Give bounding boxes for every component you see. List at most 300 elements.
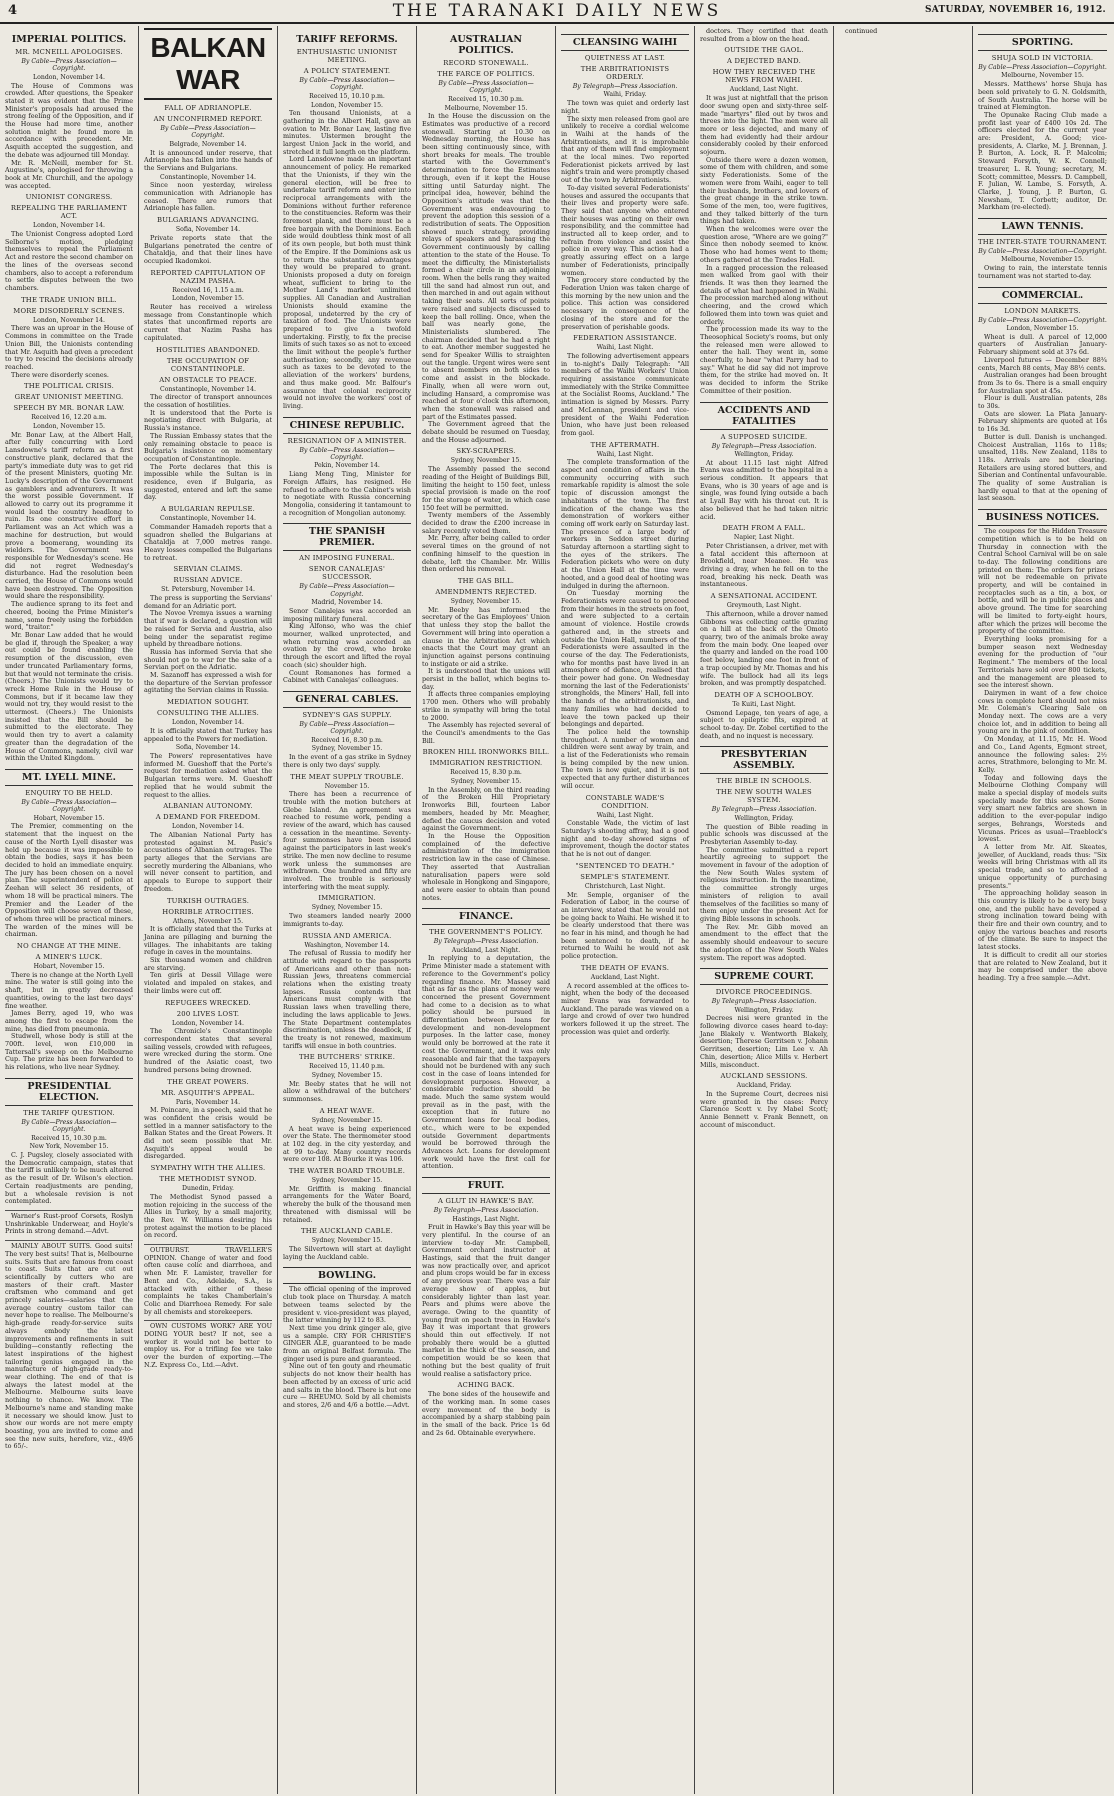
article-byline: By Telegraph—Press Association. bbox=[711, 442, 817, 450]
article-paragraph: In the Assembly, on the third reading of the Broken Hill Proprietary Ironworks Bill, fourteen Labor members, headed by Mr. Meagher, defied the caucus decision and voted against the Government. bbox=[422, 785, 550, 833]
article-subheading: SYMPATHY WITH THE ALLIES. bbox=[150, 1164, 266, 1173]
article-subheading: ENQUIRY TO BE HELD. bbox=[25, 788, 113, 797]
article-paragraph: Decrees nisi were granted in the following divorce cases heard to-day: Jane Blakely v. Wentworth Blakely, desertion; Therese Gerritsen v. Johann Gerritsen, desertion; Lim Lee v. Ah Chin, desertion; Alice Mills v. Herbert Mills, misconduct. bbox=[700, 1014, 828, 1069]
article-paragraph: It affects three companies employing 1700 men. Others who will probably strike in sympathy will bring the total to 2000. bbox=[422, 690, 550, 722]
article-dateline: London, November 15. bbox=[172, 295, 244, 303]
article-dateline: Received 16, 12.20 a.m. bbox=[31, 414, 107, 422]
article-byline: By Telegraph—Press Association. bbox=[572, 83, 678, 90]
article-byline: By Cable—Press Association—Copyright. bbox=[299, 720, 395, 736]
article-dateline: London, November 14. bbox=[172, 823, 244, 831]
article-dateline: Sydney, November 15. bbox=[311, 1072, 383, 1080]
article-byline: By Telegraph—Press Association. bbox=[711, 998, 817, 1006]
article-dateline: Sydney, November 15. bbox=[311, 1237, 383, 1245]
article-dateline: Melbourne, November 15. bbox=[1001, 72, 1084, 80]
article-paragraph: At about 11.15 last night Alfred Evans was admitted to the hospital in a serious condition. It appears that Evans, who is 30 years of age and is single, was found lying outside a bach at Lyall Bay with his throat cut. It is also believed that he had taken nitric acid. bbox=[700, 458, 828, 521]
article-dateline: Constantinople, November 14. bbox=[159, 385, 257, 393]
article-dateline: Sydney, November 15. bbox=[311, 1177, 383, 1185]
article-subheading: MORE DISORDERLY SCENES. bbox=[13, 306, 125, 315]
column-1 bbox=[0, 26, 139, 1794]
article-paragraph: The Silvertown will start at daylight laying the Auckland cable. bbox=[283, 1245, 411, 1261]
article-paragraph: The director of transport announces the cessation of hostilities. bbox=[144, 393, 272, 409]
article-headline: LAWN TENNIS. bbox=[978, 218, 1107, 235]
article-subheading: A SUPPOSED SUICIDE. bbox=[720, 432, 808, 441]
article-dateline: Melbourne, November 15. bbox=[444, 104, 528, 112]
article-subheading: ALBANIAN AUTONOMY. bbox=[163, 802, 253, 811]
article-dateline: Madrid, November 14. bbox=[311, 599, 383, 607]
article-paragraph: To-day visited several Federationists' houses and assured the occupants that their lives and property were safe. They said that anyone who entered their houses was acting on their own responsibility, and the committee had instructed all to keep order, and to refrain from violence and assist the police in every way. This action had a greatly assuring effect on a large number of Federationists, principally women. bbox=[561, 183, 689, 277]
article-headline: PRESIDENTIAL ELECTION. bbox=[5, 1078, 133, 1106]
article-subheading: THE METHODIST SYNOD. bbox=[159, 1175, 257, 1184]
article-subheading: RESIGNATION OF A MINISTER. bbox=[287, 436, 407, 445]
column-2 bbox=[139, 26, 278, 1794]
article-dateline: November 15. bbox=[324, 782, 370, 790]
article-paragraph: M. Poincare, in a speech, said that he was confident the crisis would be settled in a manner satisfactory to the Balkan States and the Great Powers. It did not seem possible that Mr. Asquith's appeal would be disregarded. bbox=[144, 1106, 272, 1161]
article-dateline: London, November 14. bbox=[33, 316, 105, 324]
article-headline: MT. LYELL MINE. bbox=[5, 769, 133, 786]
article-subheading: DEATH OF A SCHOOLBOY. bbox=[714, 690, 814, 699]
article-headline: TARIFF REFORMS. bbox=[296, 34, 398, 45]
article-paragraph: The Porte declares that this is impossible while the Sultan is in residence, even if Bulgaria, as suggested, entered and left the same day. bbox=[144, 462, 272, 502]
article-dateline: London, November 14. bbox=[172, 1019, 244, 1027]
article-dateline: Sydney, November 15. bbox=[311, 1116, 383, 1124]
article-paragraph: In the Supreme Court, decrees nisi were granted in the cases: Percy Clarence Scott v. Ivy Mabel Scott; Annie Bennett v. Frank Bennett, on account of misconduct. bbox=[700, 1089, 828, 1129]
article-paragraph: Private reports state that the Bulgarians penetrated the centre of Chataldja, and that their lines have occupied Ikadomkoi. bbox=[144, 233, 272, 265]
article-subheading: AN OBSTACLE TO PEACE. bbox=[159, 375, 257, 384]
article-paragraph: continued bbox=[845, 27, 878, 35]
article-subheading: DIVORCE PROCEEDINGS. bbox=[715, 988, 813, 997]
article-byline: By Cable—Press Association—Copyright. bbox=[978, 64, 1107, 71]
article-dateline: Constantinople, November 14. bbox=[159, 173, 257, 181]
article-dateline: Waihi, Last Night. bbox=[596, 450, 654, 458]
article-subheading: SKY-SCRAPERS. bbox=[456, 447, 516, 456]
masthead bbox=[0, 0, 1114, 24]
article-dateline: Waihi, Last Night. bbox=[596, 344, 654, 352]
article-dateline: Wellington, Friday. bbox=[734, 814, 794, 822]
article-dateline: London, November 14. bbox=[33, 73, 105, 81]
article-paragraph: It is understood that the Porte is negotiating direct with Bulgaria, at Russia's instance. bbox=[144, 408, 272, 433]
article-paragraph: Oats are slower. La Plata January-February shipments are quoted at 16s to 16s 3d. bbox=[978, 409, 1107, 434]
article-subheading: REPEALING THE PARLIAMENT ACT. bbox=[10, 204, 128, 221]
advertisement: OWN CUSTOMS WORK? ARE YOU DOING YOUR best? If not, see a worker it would not be better to employ us. For a trifling fee we take over the burden of exporting.—The N.Z. Express Co., Ltd.—Advt. bbox=[144, 1322, 272, 1369]
article-paragraph: The House of Commons was crowded. After questions, the Speaker stated it was evident that the Prime Minister's proposals had aroused the strong feeling of the Opposition, and if the House had more time, another solution might be found more in accordance with precedent. Mr. Asquith accepted the suggestion, and the debate was adjourned till Monday. bbox=[5, 81, 133, 159]
article-subheading: QUIETNESS AT LAST. bbox=[584, 54, 666, 62]
article-dateline: Waihi, Friday. bbox=[603, 91, 647, 99]
newspaper-title: THE TARANAKI DAILY NEWS bbox=[392, 1, 722, 21]
article-paragraph: In the House the discussion on the Estimates was productive of a record stonewall. Starting at 10.30 on Wednesday morning, the House has been sitting continuously since, with short breaks for meals. The trouble started with the Government's determination to force the Estimates through, even if it kept the House sitting until Saturday night. The principal idea, however, behind the Opposition's attitude was that the Government was endeavouring to prevent the adoption this session of a redistribution of seats. The Opposition showed much strategy, providing relays of speakers and harassing the Government continuously by calling attention to the state of the House. To meet the difficulty, the Ministerialists formed a chair circle in an adjoining room. When the bells rang they waited till the sand had almost run out, and then marched in and out again without taking their seats. All sorts of points were raised and subjects discussed to keep the ball rolling. Once, when the ball was nearly gone, the Ministerialists slumbered. The chairman decided that he had a right to eat. Another member suggested he send for Speaker Willis to straighten out the tangle. Urgent wires were sent to absent members on both sides to come and assist in the blockade. Finally, when all were worn out, including Hansard, a compromise was reached at four o'clock this afternoon, when the stonewall was raised and part of the Estimates passed. bbox=[422, 112, 550, 421]
article-paragraph: Count Romanones has formed a Cabinet with Canalejas' colleagues. bbox=[283, 668, 411, 685]
article-subheading: GREAT UNIONIST MEETING. bbox=[14, 393, 124, 402]
article-subheading: THE GAS BILL. bbox=[457, 577, 515, 585]
article-subheading: MR. MCNEILL APOLOGISES. bbox=[15, 48, 123, 56]
article-byline: By Cable—Press Association—Copyright. bbox=[299, 583, 395, 598]
article-dateline: Te Kuiti, Last Night. bbox=[732, 700, 796, 708]
article-byline: By Cable—Press Association—Copyright. bbox=[299, 446, 395, 462]
article-paragraph: In the House the Opposition complained of the defective administration of the immigration restriction law in the case of Chinese. They asserted that Australian naturalisation papers were sold wholesale in Hongkong and Singapore, and were easier to obtain than pound notes. bbox=[422, 831, 550, 902]
article-paragraph: There were disorderly scenes. bbox=[11, 370, 109, 379]
article-paragraph: Mr. Bonar Law added that he would be glad if, through the Speaker, a way out could be found enabling the resumption of the discussion, even under truncated Parliamentary forms, but that would not terminate the crisis. (Cheers.) The Unionists would try to wreck Home Rule in the House of Commons, but if it became law they would not try, they would resist to the uttermost. (Cheers.) The Unionists insisted that the Bill should be submitted to the electorate. They would then try to avert a calamity greater than the degradation of the House of Commons, namely, civil war within the United Kingdom. bbox=[5, 631, 133, 763]
article-subheading: RUSSIAN ADVICE. bbox=[173, 576, 243, 585]
article-headline: CHINESE REPUBLIC. bbox=[283, 417, 411, 434]
article-subheading: IMMIGRATION RESTRICTION. bbox=[429, 759, 543, 768]
article-subheading: THE WATER BOARD TROUBLE. bbox=[288, 1167, 406, 1176]
article-subheading: DEATH FROM A FALL. bbox=[722, 524, 806, 533]
article-subheading: FALL OF ADRIANOPLE. bbox=[164, 104, 252, 112]
article-subheading: A SENSATIONAL ACCIDENT. bbox=[710, 592, 818, 601]
article-subheading: ACHING BACK. bbox=[457, 1381, 515, 1390]
article-dateline: Melbourne, November 15. bbox=[1001, 256, 1084, 264]
article-dateline: London, November 14. bbox=[33, 222, 105, 230]
article-dateline: Washington, November 14. bbox=[304, 941, 390, 949]
article-paragraph: The Assembly passed the second reading of the Height of Buildings Bill, limiting the height to 150 feet, unless special provision is made on the roof for the storage of water, in which case 150 feet will be permitted. bbox=[422, 465, 550, 512]
article-subheading: 200 LIVES LOST. bbox=[176, 1009, 240, 1018]
article-dateline: Received 16, 8.30 p.m. bbox=[311, 736, 383, 744]
article-paragraph: Dairymen in want of a few choice cows in complete herd should not miss Mr. Coleman's Clearing Sale on Monday next. The cows are a very choice lot, and in addition to being all young are in the pink of condition. bbox=[978, 688, 1107, 736]
article-dateline: Received 15, 8.30 p.m. bbox=[450, 769, 522, 777]
article-subheading: SHUJA SOLD IN VICTORIA. bbox=[991, 54, 1094, 62]
article-paragraph: There is no change at the North Lyell mine. The water is still going into the shaft, but in greatly decreased quantities, owing to the last two days' fine weather. bbox=[5, 970, 133, 1010]
article-subheading: THE INTER-STATE TOURNAMENT. bbox=[978, 238, 1107, 247]
article-paragraph: Butter is dull. Danish is unchanged. Choicest Australian, 116s to 118s; unsalted, 118s. New Zealand, 118s to 118s. Arrivals are not clearing. Retailers are using stored butters, and Siberian and Continental unfavourable. The quality of some Australian is hardly equal to that at the opening of last season. bbox=[978, 432, 1107, 503]
article-paragraph: It is difficult to credit all our stories that are related to New Zealand, but it may be comprised under the above heading. Try a free sample.—Advt. bbox=[978, 950, 1107, 982]
article-subheading: UNIONIST CONGRESS. bbox=[25, 193, 113, 202]
article-subheading: THE AFTERMATH. bbox=[590, 440, 660, 449]
article-paragraph: M. Sazanoff has expressed a wish for the departure of the Servian professor agitating the Servian claims in Russia. bbox=[144, 671, 272, 695]
article-subheading: SPEECH BY MR. BONAR LAW. bbox=[13, 404, 125, 413]
article-subheading: NO CHANGE AT THE MINE. bbox=[16, 942, 122, 951]
article-paragraph: The Rev. Mr. Gibb moved an amendment to the effect that the assembly should endeavour to secure the adoption of the New South Wales system. The report was adopted. bbox=[700, 922, 828, 962]
article-headline: BOWLING. bbox=[283, 1267, 411, 1284]
article-byline: By Telegraph—Press Association. bbox=[433, 1207, 539, 1215]
article-paragraph: Commander Hamadeh reports that a squadron shelled the Bulgarians at Chataldja at 7,000 metres range. Heavy losses compelled the Bulgarians to retreat. bbox=[144, 522, 272, 562]
article-paragraph: It was just at nightfall that the prison door swung open and sixty-three self-made "martyrs" filed out by twos and threes into the light. The men were all more or less dejected, and many of them had evidently had their ardour considerably cooled by their enforced sojourn. bbox=[700, 94, 828, 157]
article-subheading: AN UNCONFIRMED REPORT. bbox=[153, 115, 263, 123]
article-dateline: Greymouth, Last Night. bbox=[726, 602, 802, 610]
article-subheading: THE NEW SOUTH WALES SYSTEM. bbox=[716, 788, 812, 805]
article-subheading: THE BUTCHERS' STRIKE. bbox=[298, 1053, 396, 1062]
article-paragraph: The approaching holiday season in this country is likely to be a very busy one, and the public have developed a strong inclination toward being with their fire and their own country, and to enjoy the various beaches and resorts of the climate. Be sure to inspect the latest stocks. bbox=[978, 889, 1107, 952]
article-dateline: Athens, November 15. bbox=[172, 917, 244, 925]
article-paragraph: The bone sides of the housewife and of the working man. In some cases every movement of the body is accompanied by a sharp stabbing pain in the small of the back. Price 1s 6d and 2s 6d. Obtainable everywhere. bbox=[422, 1390, 550, 1437]
article-paragraph: Nine out of ten gouty and rheumatic subjects do not know their health has been affected by an excess of uric acid and salts in the blood. There is but one cure — RHEUMO. Sold by all chemists and stores, 2/6 and 4/6 a bottle.—Advt. bbox=[283, 1362, 411, 1409]
article-paragraph: The town was quiet and orderly last night. bbox=[561, 99, 689, 115]
article-paragraph: The sixty men released from gaol are unlikely to receive a cordial welcome in Waihi at the hands of the Arbitrationists, and it is improbable that any of them will find employment at the local mines. Two reported Federationist pickets arrived by last night's train and were promptly chased out of the town by Arbitrationists. bbox=[561, 114, 689, 185]
article-paragraph: doctors. They certified that death resulted from a blow on the head. bbox=[700, 27, 828, 43]
article-paragraph: Mr. Griffith is making financial arrangements for the Water Board, whereby the bulk of the thousand men threatened with dismissal will be retained. bbox=[283, 1184, 411, 1224]
article-paragraph: Reuter has received a wireless message from Constantinople which states that unconfirmed reports are current that Nazim Pasha has capitulated. bbox=[144, 303, 272, 342]
article-paragraph: There was an uproar in the House of Commons in committee on the Trade Union Bill, the Unionists contending that Mr. Asquith had given a precedent to try to rescind the decisions already reached. bbox=[5, 324, 133, 371]
article-dateline: Auckland, Last Night. bbox=[729, 86, 799, 94]
article-paragraph: It is officially stated that the Turks at Janina are pillaging and burning the villages. The inhabitants are taking refuge in caves in the mountains. bbox=[144, 925, 272, 957]
article-paragraph: Mr. Perry, after being called to order several times on the ground of not confining himself to the question in debate, left the Chamber. Mr. Willis then ordered his removal. bbox=[422, 534, 550, 574]
article-subheading: FEDERATION ASSISTANCE. bbox=[573, 334, 677, 343]
article-paragraph: The Powers' representatives have informed M. Gueshoff that the Porte's request for mediation asked what the Bulgarian terms were. M. Gueshoff replied that he would submit the request to the allies. bbox=[144, 752, 272, 799]
article-paragraph: Liverpool futures — December 88¾ cents, March 88 cents, May 88½ cents. bbox=[978, 355, 1107, 372]
article-subheading: A POLICY STATEMENT. bbox=[303, 67, 391, 75]
article-paragraph: The Opunake Racing Club made a profit last year of £400 10s 2d. The officers elected for the current year are: President, A. Good; vice-presidents, A. Clarke, M. J. Brennan, J. P. Burton, A. Lock, R. P. Malcolm; Steward Forsyth, W. K. Connell; treasurer, L. R. Young; secretary, M. Scott; committee, Messrs. D. Campbell, F. Julian, W. Lambe, S. Forsyth, A. Clarke, J. Young, J. P. Burton, G. Newsham, T. Corbett; auditor, Dr. Markham (re-elected). bbox=[978, 110, 1107, 212]
article-subheading: ENTHUSIASTIC UNIONIST MEETING. bbox=[296, 48, 398, 64]
article-subheading: THE ARBITRATIONISTS ORDERLY. bbox=[580, 65, 670, 81]
article-paragraph: Senor Canalejas was accorded an imposing military funeral. bbox=[283, 606, 411, 623]
article-subheading: BULGARIANS ADVANCING. bbox=[157, 216, 259, 225]
article-paragraph: King Alfonso, who was the chief mourner, walked unprotected, and when returning was accorded an ovation by the crowd, who broke through the escort and lifted the royal coach (sic) shoulder high. bbox=[283, 622, 411, 669]
article-paragraph: The Government agreed that the debate should be resumed on Tuesday, and the House adjourned. bbox=[422, 420, 550, 444]
article-subheading: SERVIAN CLAIMS. bbox=[173, 565, 243, 574]
article-subheading: A DEMAND FOR FREEDOM. bbox=[155, 813, 261, 822]
article-dateline: Belgrade, November 14. bbox=[169, 140, 247, 148]
article-paragraph: Australian oranges had been brought from 3s to 6s. There is a small enquiry for Australian spot at 45s. bbox=[978, 371, 1107, 395]
article-dateline: Sydney, November 15. bbox=[311, 904, 383, 912]
page-number: 4 bbox=[8, 3, 18, 18]
article-paragraph: Lord Lansdowne made an important announcement of policy. He remarked that the Unionists, if they win the general election, will be free to undertake tariff reform and enter into reciprocal arrangements with the Dominions without further reference to the constituencies. Reform was their foremost plank, and there must be a free bargain with the Dominions. Each side would doubtless think most of all of its own people, but both must think of the Empire. If the Dominions ask us to return the substantial advantages they would be prepared to grant. Unionists proposed a duty on foreign wheat, sufficient to bring to the Mother Land's market unlimited supplies. All Canadian and Australian Unionists should examine the proposal, undeterred by the cry of taxation of food. The Unionists were prepared to give a twofold undertaking. Firstly, to fix the precise limits of such taxes so as not to exceed the limit without the people's further authorisation; secondly, any revenue such as taxes to be devoted to the alleviation of the workers' burdens, and thus make good. Mr. Balfour's assurance that colonial reciprocity would not involve the workers' cost of living. bbox=[283, 155, 411, 410]
article-paragraph: Constable Wade, the victim of last Saturday's shooting affray, had a good night and to-day showed signs of improvement, though the doctor states that he is not out of danger. bbox=[561, 819, 689, 859]
article-dateline: Sydney, November 15. bbox=[450, 457, 522, 465]
article-dateline: Pekin, November 14. bbox=[314, 462, 380, 470]
article-subheading: THE DEATH OF EVANS. bbox=[580, 963, 670, 972]
article-paragraph: Next time you drink ginger ale, give us a sample. CRY FOR CHRISTIE'S GINGER ALE, guaranteed to be made from an original Belfast formula. The ginger used is pure and guaranteed. bbox=[283, 1323, 411, 1363]
article-headline: FRUIT. bbox=[422, 1177, 550, 1194]
article-subheading: THE AUCKLAND CABLE. bbox=[300, 1227, 394, 1236]
article-paragraph: The Premier, commenting on the statement that the inquest on the cause of the North Lyell disaster was held up because it was impossible to obtain the bodies, says it has been decided to hold an immediate enquiry. The jury has been chosen on a novel plan. The superintendent of police at Zeehan will select 36 residents, of whom 18 will be practical miners. The Premier and the Leader of the Opposition will choose seven of these, of whom three will be practical miners. The warden of the mines will be chairman. bbox=[5, 822, 133, 939]
article-paragraph: Peter Christiansen, a driver, met with a fatal accident this afternoon at Brookfield, near Meanee. He was driving a dray, when he fell on to the road, breaking his neck. Death was instantaneous. bbox=[700, 541, 828, 589]
article-paragraph: The Albanian National Party has protested against M. Pasic's accusations of Albanian outrages. The party alleges that the Servians are secretly murdering the Albanians, who will never consent to partition, and appeals to Europe to support their freedom. bbox=[144, 830, 272, 893]
article-byline: By Cable—Press Association—Copyright. bbox=[21, 1118, 117, 1134]
column-7 bbox=[834, 26, 973, 1794]
article-subheading: THE MEAT SUPPLY TROUBLE. bbox=[290, 772, 404, 781]
article-headline: SPORTING. bbox=[978, 34, 1107, 51]
article-paragraph: Since noon yesterday, wireless communication with Adrianople has ceased. There are rumors that Adrianople has fallen. bbox=[144, 181, 272, 213]
article-subheading: THE GOVERNMENT'S POLICY. bbox=[429, 928, 543, 937]
article-paragraph: A heat wave is being experienced over the State. The thermometer stood at 102 deg. in the city yesterday, and at 99 to-day. Many country records were over 108. At Bourke it was 106. bbox=[283, 1124, 411, 1164]
article-paragraph: Fruit in Hawke's Bay this year will be very plentiful. In the course of an interview to-day Mr. Campbell, Government orchard instructor at Hastings, said that the fruit danger was now practically over, and apricot and plum crops would be far in excess of any previous year. There was a fair average show of apples, but considerably lighter than last year. Pears and plums were above the average. Owing to the quantity of young fruit on peach trees in Hawke's Bay it was important that growers should thin out effectively. If not probably there would be a glutted market in the thick of the season, and competition would be so keen that nothing but the best quality of fruit would realise a satisfactory price. bbox=[422, 1223, 550, 1378]
article-headline: CLEANSING WAIHI bbox=[561, 34, 689, 51]
article-subheading: HORRIBLE ATROCITIES. bbox=[162, 907, 254, 916]
article-dateline: Auckland, Last Night. bbox=[451, 946, 521, 954]
article-dateline: Waihi, Last Night. bbox=[596, 811, 654, 819]
article-subheading: AMENDMENTS REJECTED. bbox=[435, 588, 537, 596]
article-dateline: Auckland, Last Night. bbox=[590, 973, 660, 981]
article-subheading: "SENTENCED TO DEATH." bbox=[575, 861, 675, 870]
article-headline: PRESBYTERIAN ASSEMBLY. bbox=[700, 746, 828, 774]
article-subheading: CONSULTING THE ALLIES. bbox=[157, 709, 259, 718]
article-paragraph: The press is supporting the Servians' demand for an Adriatic port. bbox=[144, 594, 272, 610]
article-paragraph: Outside there were a dozen women, some of them with children, and some sixty Federationists. Some of the women were from Waihi, eager to tell their husbands, brothers, and lovers of the great change in the strike town. Some of the men, too, were fugitives, and they talked bitterly of the turn things had taken. bbox=[700, 155, 828, 226]
article-paragraph: Mr. Semple, organiser of the Federation of Labor, in the course of an interview, stated that he would not be going back to Waihi. He wished it to be clearly understood that there was no fear in his mind, and though he had been sentenced to death, if he returned to Waihi he would not ask police protection. bbox=[561, 890, 689, 961]
article-subheading: HOW THEY RECEIVED THE NEWS FROM WAIHI. bbox=[712, 68, 816, 85]
article-paragraph: Everything looks promising for a bumper season next Wednesday evening for the production of "our Regiment." The members of the local Territorials have sold over 800 tickets, and the management are pleased to see the interest shown. bbox=[978, 635, 1107, 690]
article-paragraph: Twenty members of the Assembly decided to draw the £200 increase in salary recently voted them. bbox=[422, 511, 550, 535]
article-paragraph: Mr. Beeby states that he will not allow a withdrawal of the butchers' summonses. bbox=[283, 1079, 411, 1104]
article-subheading: OUTSIDE THE GAOL. bbox=[724, 46, 804, 55]
article-dateline: Constantinople, November 14. bbox=[159, 515, 257, 523]
article-subheading: RUSSIA AND AMERICA. bbox=[302, 931, 392, 940]
article-paragraph: The Chronicle's Constantinople correspondent states that several sailing vessels, crowded with refugees, were wrecked during the storm. One hundred of the Asiatic coast, two hundred persons being drowned. bbox=[144, 1027, 272, 1074]
article-paragraph: The following advertisement appears in to-night's Daily Telegraph: "All members of the Waihi Workers' Union requiring assistance communicate immediately with the Strike Committee at the Socialist Rooms, Auckland." The intimation is signed by Messrs. Parry and McLennan, president and vice-president of the Waihi Federation Union, who have just been released from gaol. bbox=[561, 351, 689, 437]
article-paragraph: The official opening of the improved club took place on Thursday. A match between teams selected by the president v. vice-president was played, the latter winning by 112 to 83. bbox=[283, 1285, 411, 1325]
article-dateline: Received 15, 10.30 p.m. bbox=[448, 95, 524, 103]
article-paragraph: Studwell, whose body is still at the 700ft. level, won £10,000 in Tattersall's sweep on the Melbourne Cup. The prize has been forwarded to his relations, who live near Sydney. bbox=[5, 1032, 133, 1072]
article-subheading: REFUGEES WRECKED. bbox=[165, 998, 251, 1007]
advertisement: Warner's Rust-proof Corsets, Roslyn Unshrinkable Underwear, and Hoyle's Prints in strong demand.—Advt. bbox=[5, 1212, 133, 1236]
issue-date: SATURDAY, NOVEMBER 16, 1912. bbox=[924, 5, 1106, 15]
article-subheading: THE POLITICAL CRISIS. bbox=[23, 382, 115, 391]
article-paragraph: Mr. Beeby has informed the secretary of the Gas Employees' Union that unless they stop the ballot the Government will bring into operation a clause in the Arbitration Act which enacts that the Court may grant an injunction against persons continuing to instigate or aid a strike. bbox=[422, 605, 550, 668]
article-paragraph: Flour is dull. Australian patents, 28s to 30s. bbox=[978, 394, 1107, 411]
article-paragraph: In the event of a gas strike in Sydney there is only two days' supply. bbox=[283, 753, 411, 769]
article-dateline: Wellington, Friday. bbox=[734, 1006, 794, 1014]
article-dateline: New York, November 15. bbox=[29, 1143, 109, 1151]
article-paragraph: This afternoon, while a drover named Gibbons was collecting cattle grazing on a hill at the back of the Omoto quarry, two of the animals broke away from the main body. One leaped over the quarry and landed on the road 100 feet below, landing one foot in front of a trap occupied by Mr. Thomas and his wife. The bullock had all its legs broken, and was promptly despatched. bbox=[700, 609, 828, 688]
article-subheading: THE TARIFF QUESTION. bbox=[23, 1108, 115, 1117]
article-byline: By Cable—Press Association—Copyright. bbox=[438, 80, 534, 95]
article-dateline: Wellington, Friday. bbox=[734, 450, 794, 458]
column-4 bbox=[417, 26, 556, 1794]
article-subheading: THE GREAT POWERS. bbox=[167, 1077, 249, 1086]
article-paragraph: The Assembly has rejected several of the Council's amendments to the Gas Bill. bbox=[422, 721, 550, 745]
article-dateline: Sofia, November 14. bbox=[175, 226, 241, 234]
article-subheading: AN IMPOSING FUNERAL. bbox=[299, 554, 395, 563]
article-subheading: CONSTABLE WADE'S CONDITION. bbox=[585, 793, 665, 810]
article-subheading: HOSTILITIES ABANDONED. bbox=[155, 345, 261, 354]
article-dateline: Sydney, November 15. bbox=[311, 745, 383, 753]
article-paragraph: When the welcomes were over the question arose, "Where are we going?" Since then nobody seemed to know. Those who had homes went to them; others gathered at the Trades Hall. bbox=[700, 225, 828, 264]
article-paragraph: James Berry, aged 19, who was among the first to escape from the mine, has died from pneumonia. bbox=[5, 1009, 133, 1033]
advertisement: OUTBURST. TRAVELLER'S OPINION. Change of water and food often cause colic and diarrhoea, and when Mr. F. Lamister, traveller for Bent and Co., Adelaide, S.A., is attacked with either of these complaints he takes Chamberlain's Colic and Diarrhoea Remedy. For sale by all chemists and storekeepers. bbox=[144, 1246, 272, 1316]
article-paragraph: It is officially stated that Turkey has appealed to the Powers for mediation. bbox=[144, 726, 272, 743]
article-paragraph: The audience sprang to its feet and cheered, booing the Prime Minister's name, some freely using the forbidden word, "traitor." bbox=[5, 600, 133, 632]
article-paragraph: Ten girls at Dessil Village were violated and impaled on stakes, and their limbs were cut off. bbox=[144, 971, 272, 995]
article-dateline: Hobart, November 15. bbox=[33, 814, 105, 822]
column-6 bbox=[695, 26, 834, 1794]
article-paragraph: On Monday, at 11.15, Mr. H. Wood and Co., Land Agents, Egmont street, announce the following sales: 2½ acres, Strathmore, belonging to Mr. M. Kelly. bbox=[978, 735, 1107, 774]
article-paragraph: Owing to rain, the interstate tennis tournament was not started to-day. bbox=[978, 264, 1107, 280]
article-dateline: Received 16, 1.15 a.m. bbox=[172, 286, 244, 294]
article-paragraph: C. J. Pugsley, closely associated with the Democratic campaign, states that the tariff is unlikely to be much altered as the result of Dr. Wilson's election. Certain readjustments are pending, but a wholesale revision is not contemplated. bbox=[5, 1151, 133, 1206]
article-paragraph: It is understood that the unions will persist in the ballot, which begins to-day. bbox=[422, 667, 550, 691]
article-headline: BALKAN WAR bbox=[144, 28, 272, 100]
article-dateline: Hobart, November 15. bbox=[33, 963, 105, 971]
article-subheading: LONDON MARKETS. bbox=[1004, 306, 1081, 315]
article-byline: By Cable—Press Association—Copyright. bbox=[978, 316, 1107, 324]
article-byline: By Cable—Press Association—Copyright. bbox=[21, 798, 117, 814]
article-paragraph: The procession made its way to the Theosophical Society's rooms, but only the released men were allowed to enter the hall. They went in, some cheerfully, to hear "what Parry had to say." What he did say did not improve them, for the strike had moved on. It was decided to inform the Strike Committee of their position. bbox=[700, 325, 828, 395]
article-paragraph: A record assembled at the offices to-night, when the body of the deceased miner Evans was forwarded to Auckland. The parade was viewed on a large and crowd of over two hundred workers followed it up the street. The procession was quiet and orderly. bbox=[561, 981, 689, 1036]
article-subheading: A MINER'S LUCK. bbox=[35, 953, 103, 962]
column-5 bbox=[556, 26, 695, 1794]
article-dateline: Paris, November 14. bbox=[175, 1098, 241, 1106]
article-paragraph: The question of Bible reading in public schools was discussed at the Presbyterian Assembly to-day. bbox=[700, 822, 828, 846]
article-dateline: Sydney, November 15. bbox=[450, 598, 522, 605]
article-dateline: Received 15, 10.30 p.m. bbox=[31, 1134, 107, 1142]
article-subheading: A GLUT IN HAWKE'S BAY. bbox=[438, 1197, 534, 1206]
article-paragraph: The Novoe Vremya issues a warning that if war is declared, a question will be raised for Servia and Austria, also being under the separatist regime upheld by threadbare notions. bbox=[144, 609, 272, 649]
article-subheading: RECORD STONEWALL. bbox=[443, 59, 529, 67]
article-subheading: AUCKLAND SESSIONS. bbox=[720, 1072, 808, 1081]
article-paragraph: Liang Meng Ting, Minister for Foreign Affairs, has resigned. He refused to adhere to the Cabinet's wish to negotiate with Russia concerning Mongolia, considering it tantamount to a recognition of Mongolian autonomy. bbox=[283, 470, 411, 517]
article-dateline: Received 15, 10.10 p.m. bbox=[309, 92, 385, 100]
article-paragraph: Mr. Bonar Law, at the Albert Hall, after fully concurring with Lord Lansdowne's tariff reform as a first constructive plank, declared that the party's immediate duty was to get rid of the present Ministers, quoting Mr. Lucky's description of the Government as gamblers and adventurers. It was the worst possible Government. If allowed to carry out its programme it would lead the country headlong to ruin. Its one constructive effort in Parliament was an Act which was a machine for destruction, but would prove a boomerang, wounding its wielders. The Government was responsible for Wednesday's scene. He did not regret Wednesday's disturbance. Had the resolution been carried, the House of Commons would have been destroyed. The Opposition would share the responsibility. bbox=[5, 430, 133, 601]
article-subheading: IMMIGRATION. bbox=[318, 894, 376, 903]
article-subheading: SEMPLE'S STATEMENT. bbox=[580, 872, 670, 881]
article-subheading: SYDNEY'S GAS SUPPLY. bbox=[302, 710, 392, 719]
article-dateline: Dunedin, Friday. bbox=[182, 1185, 234, 1193]
article-paragraph: Wheat is dull. A parcel of 12,000 quarters of Australian January-February shipment sold at 37s 6d. bbox=[978, 332, 1107, 357]
article-byline: By Cable—Press Association—Copyright. bbox=[21, 58, 117, 73]
article-subheading: THE FARCE OF POLITICS. bbox=[437, 70, 535, 78]
article-dateline: Sofia, November 14. bbox=[175, 744, 241, 752]
article-paragraph: Osmond Lepage, ten years of age, a subject to epileptic fits, expired at school to-day. Dr. Zobel certified to the death, and no inquest is necessary. bbox=[700, 708, 828, 740]
article-byline: By Cable—Press Association—Copyright. bbox=[160, 125, 256, 140]
column-8 bbox=[973, 26, 1112, 1794]
article-paragraph: The Russian Embassy states that the only remaining obstacle to peace is Bulgaria's insistence on momentary occupation of Constantinople. bbox=[144, 431, 272, 463]
newspaper-columns bbox=[0, 26, 1114, 1794]
article-headline: BUSINESS NOTICES. bbox=[978, 509, 1107, 526]
article-paragraph: Six thousand women and children are starving. bbox=[144, 956, 272, 972]
article-subheading: REPORTED CAPITULATION OF NAZIM PASHA. bbox=[150, 268, 266, 285]
article-paragraph: A letter from Mr. Alf. Skeates, jeweller, of Auckland, reads thus: "Six weeks will bring Christmas with all its special trade, and so to afforded a unique opportunity of purchasing presents." bbox=[978, 842, 1107, 890]
article-paragraph: Mr. R. McNeill, member for St. Augustine's, apologised for throwing a book at Mr. Churchill, and the apology was accepted. bbox=[5, 158, 133, 190]
article-byline: By Telegraph—Press Association. bbox=[711, 806, 817, 814]
column-3 bbox=[278, 26, 417, 1794]
article-headline: ACCIDENTS AND FATALITIES bbox=[700, 402, 828, 430]
article-subheading: MEDIATION SOUGHT. bbox=[167, 698, 249, 707]
article-subheading: THE OCCUPATION OF CONSTANTINOPLE. bbox=[166, 356, 250, 373]
article-dateline: London, November 14. bbox=[172, 719, 244, 727]
article-headline: THE SPANISH PREMIER. bbox=[283, 523, 411, 551]
article-subheading: A HEAT WAVE. bbox=[319, 1106, 375, 1115]
article-dateline: Received 15, 11.40 p.m. bbox=[309, 1063, 385, 1071]
article-paragraph: It is announced under reserve, that Adrianople has fallen into the hands of the Servians and Bulgarians. bbox=[144, 148, 272, 172]
article-subheading: THE BIBLE IN SCHOOLS. bbox=[716, 777, 812, 786]
article-paragraph: Two steamers landed nearly 2000 immigrants to-day. bbox=[283, 912, 411, 928]
article-dateline: Christchurch, Last Night. bbox=[584, 882, 666, 890]
article-paragraph: The complete transformation of the aspect and condition of affairs in the community occurring with such remarkable rapidity is almost the sole topic of discussion amongst the inhabitants of the town. The first indication of the change was the demonstration of workers either coming off work early on Saturday last. The presence of a large body of workers in Seddon street during Saturday afternoon a startling sight to the eyes of the strikers. The Federation pickets who were on duty at the Union Hall at the time were hooted, and a good deal of hooting was indulged in during the afternoon. bbox=[561, 458, 689, 590]
article-subheading: A BULGARIAN REPULSE. bbox=[160, 505, 255, 514]
article-subheading: A DEJECTED BAND. bbox=[727, 57, 801, 66]
article-subheading: MR. ASQUITH'S APPEAL. bbox=[161, 1088, 255, 1097]
article-headline: AUSTRALIAN POLITICS. bbox=[449, 34, 523, 56]
article-paragraph: On Tuesday morning the Federationists were caused to proceed from their homes in the streets on foot, and were subjected to a certain amount of violence. Hostile crowds gathered and, in the streets and outside the Union Hall, numbers of the Federationists were assaulted in the course of the day. The Federationists, who for months past have lived in an atmosphere of defiance, realised that their power had gone. On Wednesday morning the last of the Federationists' strongholds, the Miners' Hall, fell into the hands of the arbitrationists, and many families who had decided to leave the town packed up their belongings and departed. bbox=[561, 589, 689, 729]
advertisement: MAINLY ABOUT SUITS. Good suits! The very best suits! That is, Melbourne suits. Suits that are famous from coast to coast. Suits that are cut out scientifically by cutters who are masters of their craft. Master craftsmen who command and get princely salaries—salaries that the average country custom tailor can never hope to realise. The Melbourne's high-grade ready-for-service suits always embody the latest improvements and refinements in suit building—constantly reflecting the latest inspirations of the highest tailoring genius engaged in the manufacture of high-grade ready-to-wear clothing. The end of that is always the latest model at the Melbourne. Melbourne suits leave nothing to chance. We know. The Melbourne's name and standing make it necessary we should know. Just to show our words are not mere empty boasting, you are invited to come and see the new suits, herefore, viz., 49/6 to 65/-. bbox=[5, 1242, 133, 1451]
article-paragraph: The refusal of Russia to modify her attitude with regard to the passports of Americans and other than non-Russian Jews, threatens commercial relations when the existing treaty lapses. Russia contends that Americans must comply with the Russian laws when travelling there, including the laws applicable to Jews. The State Department contemplates discrimination, unless the deadlock, if the treaty is not renewed, maximum tariffs will ensue in both countries. bbox=[283, 949, 411, 1050]
article-dateline: Auckland, Friday. bbox=[736, 1082, 792, 1090]
article-dateline: London, November 15. bbox=[311, 101, 383, 109]
article-paragraph: Russia has informed Servia that she should not go to war for the sake of a Servian port on the Adriatic. bbox=[144, 647, 272, 672]
article-paragraph: Today and following days the Melbourne Clothing Company will make a special display of models suits specially made for this season. Some very smart new fabrics are shown in addition to the ever-popular indigo serges, Behrangs, Worsteds and Vicunas. Prices as usual—Traeblock's lowest. bbox=[978, 773, 1107, 844]
article-dateline: London, November 15. bbox=[33, 423, 105, 431]
article-paragraph: There has been a recurrence of trouble with the motion butchers at Glebe Island. An agreement was reached to resume work, pending a review of the award, which has caused a cessation in the meantime. Seventy-four summonses have been issued against the participators in last week's strike. The men now decline to resume work unless the summonses are withdrawn. One hundred and fifty are involved. The trouble is seriously interfering with the meat supply. bbox=[283, 790, 411, 891]
article-headline: FINANCE. bbox=[422, 908, 550, 925]
article-paragraph: In replying to a deputation, the Prime Minister made a statement with reference to the Government's policy regarding finance. Mr. Massey said that as far as the plans of money were concerned the present Government had come to a decision as to what policy should be pursued in differentiation between loans for development and non-development purposes. In the latter case, money would only be borrowed at the rate it cost the Government, and it was only reasonable and fair that the taxpayers should not be burdened with any such cost in the case of loans intended for development purposes. However, a considerable reduction should be made. Much the same system would prevail as in the past, with the exception that in future no Government loans for local bodies, etc., which were to be expended outside Government departments would be borrowed through the Advances Act. Loans for development work would have the first call for attention. bbox=[422, 954, 550, 1171]
article-headline: COMMERCIAL. bbox=[978, 287, 1107, 304]
article-byline: By Cable—Press Association—Copyright. bbox=[299, 77, 395, 92]
article-paragraph: The grocery store conducted by the Federation Union was taken charge of this morning by the new union and the police. This action was considered necessary in consequence of the closing of the store and for the preservation of perishable goods. bbox=[561, 276, 689, 331]
article-dateline: Napier, Last Night. bbox=[733, 534, 795, 542]
article-paragraph: The police held the township throughout. A number of women and children were sent away by train, and a list of the Federationists who remain is being compiled by the new union. The town is now quiet, and it is not expected that any further disturbances will occur. bbox=[561, 727, 689, 790]
article-headline: IMPERIAL POLITICS. bbox=[11, 34, 127, 45]
article-dateline: St. Petersburg, November 14. bbox=[161, 586, 255, 594]
article-paragraph: The committee submitted a report heartily agreeing to support the movement in favour of the adoption of the New South Wales system of religious instruction. In the meantime, the committee strongly urges ministers of religion to avail themselves of the facilities so many of them enjoy under the present Act for giving Bible lessons in schools. bbox=[700, 845, 828, 923]
article-paragraph: The coupons for the Hidden Treasure competition which is to be held on Thursday in connection with the Central School Carnival will be on sale to-day. The following conditions are printed on them: The orders for prizes will not be redeemable on private property, and will be contained in receptacles such as a tin, a box, or bottle, and will be in public places and above ground. The time for searching will be limited to forty-eight hours, after which the prizes will become the property of the committee. bbox=[978, 527, 1107, 636]
article-paragraph: The Unionist Congress adopted Lord Selborne's motion, pledging themselves to repeal the Parliament Act and restore the second chamber on the lines of the overseas second chambers, also to accept a referendum to settle disputes between the two chambers. bbox=[5, 230, 133, 292]
article-byline: By Telegraph—Press Association. bbox=[433, 938, 539, 946]
article-subheading: SENOR CANALEJAS' SUCCESSOR. bbox=[308, 565, 386, 582]
article-dateline: Sydney, November 15. bbox=[450, 778, 522, 786]
article-dateline: London, November 15. bbox=[1006, 324, 1079, 332]
article-byline: By Cable—Press Association—Copyright. bbox=[978, 248, 1107, 256]
article-headline: SUPREME COURT. bbox=[700, 968, 828, 985]
article-paragraph: Ten thousand Unionists, at a gathering in the Albert Hall, gave an ovation to Mr. Bonar Law, lasting five minutes. Ulstermen brought the largest Union Jack in the world, and stretched it full length on the platform. bbox=[283, 109, 411, 156]
article-paragraph: Messrs. Matthews' horse Shuja has been sold privately to G. N. Goldsmith, of South Australia. The horse will be trained at Flemington. bbox=[978, 80, 1107, 112]
